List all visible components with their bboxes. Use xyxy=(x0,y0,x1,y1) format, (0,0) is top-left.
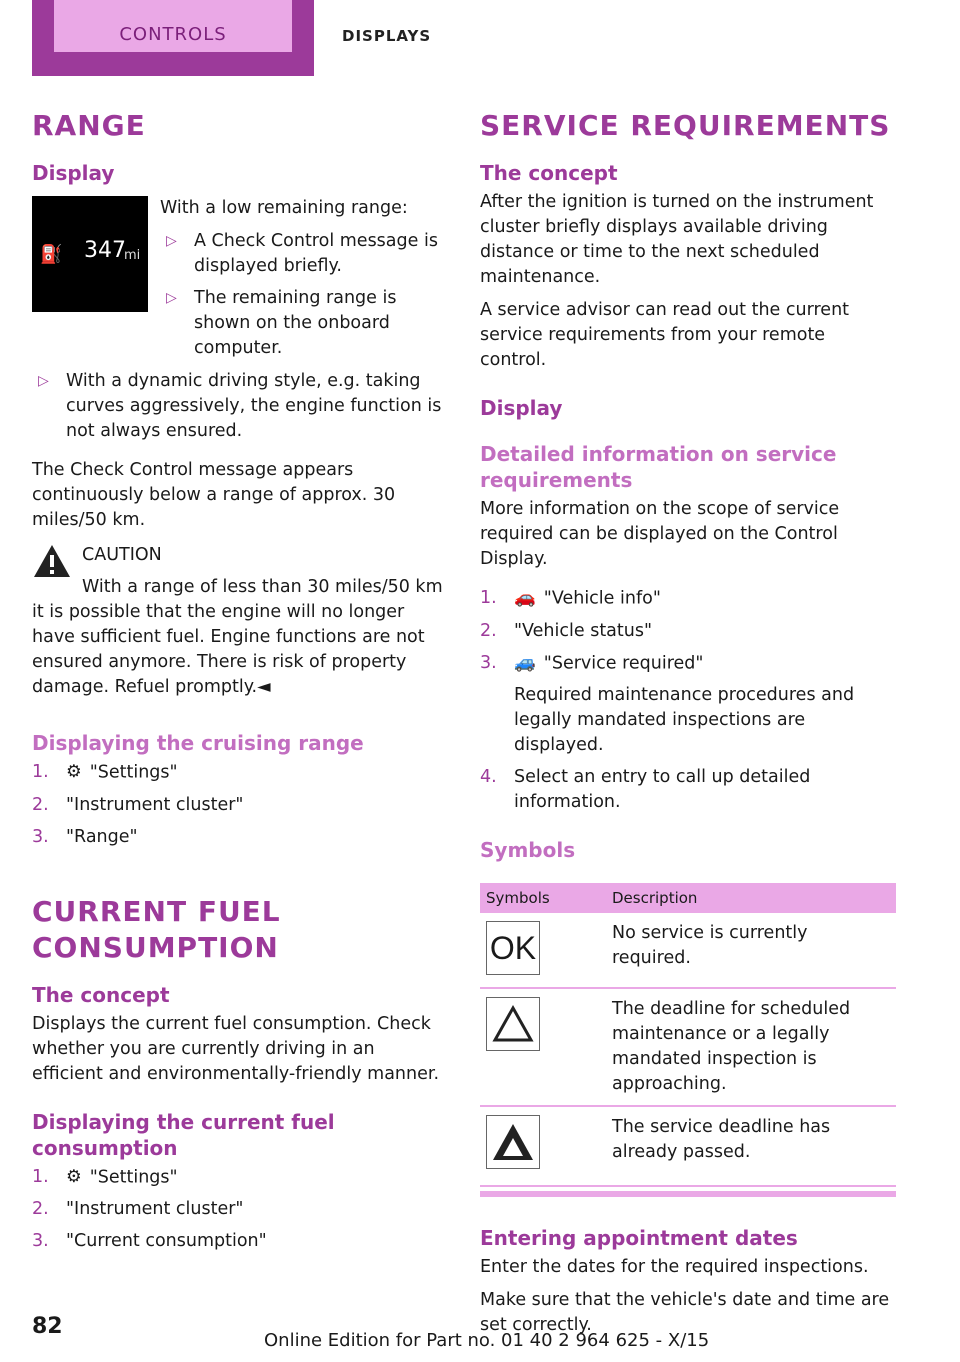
low-range-intro: With a low remaining range: xyxy=(160,198,408,218)
step3-subtext: Required maintenance procedures and legally mandated inspections are displayed. xyxy=(514,685,855,755)
appointments-p1: Enter the dates for the required inspections. xyxy=(480,1257,869,1277)
description-cell: The service deadline has already passed. xyxy=(606,1106,896,1186)
settings-gear-icon: ⚙ xyxy=(66,1166,82,1187)
list-item: ▷ With a dynamic driving style, e.g. taking curves aggressively, the engine function is not always ensured. xyxy=(38,371,442,441)
cruising-heading: Displaying the cruising range xyxy=(32,731,364,755)
symbols-table xyxy=(480,883,896,1187)
concept-heading: The concept xyxy=(32,982,170,1007)
caution-text: With a range of less than 30 miles/50 km it is possible that the engine will no longer have sufficient fuel. Engine functions are not ensured anymore. There is risk of property damage. Refuel promptly.◄ xyxy=(32,577,443,697)
service-steps xyxy=(480,586,896,815)
list-item: ▷ The remaining range is shown on the onboard computer. xyxy=(166,288,397,358)
list-item: 2. "Vehicle status" xyxy=(480,620,653,641)
edition-text: Online Edition for Part no. 01 40 2 964 625 - X/15 xyxy=(264,1330,710,1351)
ok-icon: OK xyxy=(486,921,540,975)
tab-displays[interactable]: DISPLAYS xyxy=(342,27,432,45)
car-service-icon: 🚙 xyxy=(514,652,536,673)
list-item: 1. ⚙ "Settings" xyxy=(32,1165,448,1191)
dynamic-list xyxy=(32,369,448,444)
service-concept-p1: After the ignition is turned on the instrument cluster briefly displays available driving distance or time to the next scheduled maintenance. xyxy=(480,192,874,287)
concept-text: Displays the current fuel consumption. Check whether you are currently driving in an efficient and environmentally-friendly manner. xyxy=(32,1013,440,1084)
current-fuel-heading: Displaying the current fuel consumption xyxy=(32,1109,335,1160)
table-row xyxy=(480,988,896,1106)
list-item: 3. "Range" xyxy=(32,826,138,847)
service-concept-p2: A service advisor can read out the current service requirements from your remote control. xyxy=(480,300,850,370)
range-display-image xyxy=(32,196,148,312)
warning-triangle-outline-icon xyxy=(486,997,540,1051)
fuel-consumption-title: CURRENT FUEL CONSUMPTION xyxy=(32,894,281,964)
page-number: 82 xyxy=(32,1314,63,1339)
symbols-heading: Symbols xyxy=(480,838,576,862)
caution-title: CAUTION xyxy=(82,545,162,565)
list-item: 3. "Current consumption" xyxy=(32,1231,267,1251)
cruising-steps xyxy=(32,760,448,850)
tab-controls[interactable] xyxy=(32,0,314,76)
fuel-pump-icon: ⛽ xyxy=(40,244,63,265)
col-symbols-header: Symbols xyxy=(480,883,606,913)
list-item: 1. 🚗 "Vehicle info" xyxy=(480,586,896,612)
warning-icon xyxy=(32,543,72,579)
appointments-p2: Make sure that the vehicle's date and time are set correctly. xyxy=(480,1290,890,1335)
warning-triangle-filled-icon xyxy=(486,1115,540,1169)
bullet-triangle-icon: ▷ xyxy=(166,233,177,249)
car-info-icon: 🚗 xyxy=(514,588,536,608)
right-column xyxy=(480,108,896,1346)
description-cell: No service is currently required. xyxy=(606,913,896,988)
col-description-header: Description xyxy=(606,883,896,913)
list-item: 2. "Instrument cluster" xyxy=(32,794,244,815)
display-section xyxy=(32,196,448,444)
detailed-text: More information on the scope of service required can be displayed on the Control Display. xyxy=(480,499,840,569)
description-cell: The deadline for scheduled maintenance or a legally mandated inspection is approaching. xyxy=(606,988,896,1106)
bullet-triangle-icon: ▷ xyxy=(166,290,177,306)
service-concept-heading: The concept xyxy=(480,161,618,185)
detailed-heading: Detailed information on service requirements xyxy=(480,442,837,492)
list-item: 3. 🚙 "Service required" Required maintenance procedures and legally mandated inspections are displayed. xyxy=(480,651,896,759)
list-item: 2. "Instrument cluster" xyxy=(32,1199,244,1219)
list-item: ▷ A Check Control message is displayed briefly. xyxy=(166,231,438,276)
current-fuel-steps xyxy=(32,1165,448,1255)
table-bottom-rule xyxy=(480,1191,896,1197)
left-column xyxy=(32,108,448,1262)
table-row xyxy=(480,913,896,988)
table-row xyxy=(480,1106,896,1186)
tab-controls-label: CONTROLS xyxy=(54,0,292,52)
check-control-text: The Check Control message appears continuously below a range of approx. 30 miles/50 km. xyxy=(32,460,396,530)
service-display-heading: Display xyxy=(480,396,563,420)
header-tabs xyxy=(32,0,492,76)
range-unit: mi xyxy=(124,248,141,263)
settings-gear-icon: ⚙ xyxy=(66,762,82,782)
service-title: SERVICE REQUIREMENTS xyxy=(480,109,891,142)
low-range-list xyxy=(160,229,448,361)
range-value: 347 xyxy=(84,238,126,263)
bullet-triangle-icon: ▷ xyxy=(38,373,49,389)
caution-block xyxy=(32,543,448,700)
table-header-row xyxy=(480,883,896,913)
list-item: 1. ⚙ "Settings" xyxy=(32,760,448,786)
range-title: RANGE xyxy=(32,109,146,142)
list-item: 4. Select an entry to call up detailed information. xyxy=(480,767,811,812)
appointments-heading: Entering appointment dates xyxy=(480,1226,798,1250)
display-heading: Display xyxy=(32,161,115,185)
